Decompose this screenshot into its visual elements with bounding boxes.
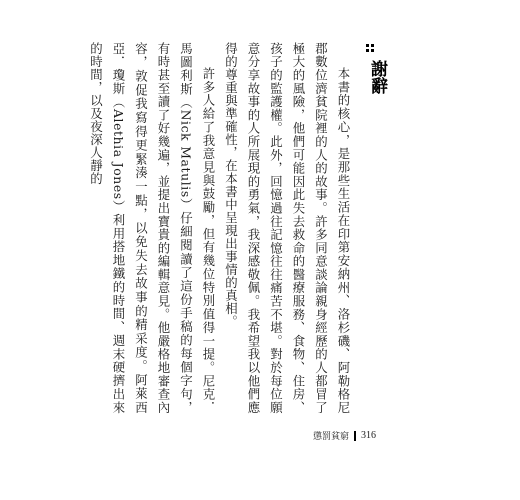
footer-divider <box>354 431 356 441</box>
chapter-title: 謝辭 <box>367 60 387 94</box>
paragraph: 本書的核心，是那些生活在印第安納州、洛杉磯、阿勒格尼郡數位濟貧院裡的人的故事。許多同意談論親身經歷的人都冒了極大的風險，他們可能因此失去救命的醫療服務、食物、住房、孩子的監護權。此外，回憶過往記憶往往痛苦不堪。對於每位願意分享故事的人所展現的勇氣，我深感敬佩。我希望我以他們應得的尊重與準確性，在本書中呈現出事情的真相。 <box>223 42 351 414</box>
page-footer <box>313 429 376 442</box>
body-text <box>88 42 354 414</box>
running-title: 懲罰貧窮 <box>313 432 350 442</box>
page-number: 316 <box>361 430 377 441</box>
section-marker-icon <box>366 44 374 58</box>
paragraph: 許多人給了我意見與鼓勵，但有幾位特別值得一提。尼克．馬圖利斯（Nick Matulis）仔細閱讀了這份手稿的每個字句，有時甚至讀了好幾遍，並提出寶貴的編輯意見。他嚴格地審查內容，敦促我寫得更緊湊一點，以免失去故事的精采度。阿萊西亞．瓊斯（Alethia Jones）利用搭地鐵的時間、週末硬擠出來的時間，以及夜深人靜的 <box>88 42 216 414</box>
